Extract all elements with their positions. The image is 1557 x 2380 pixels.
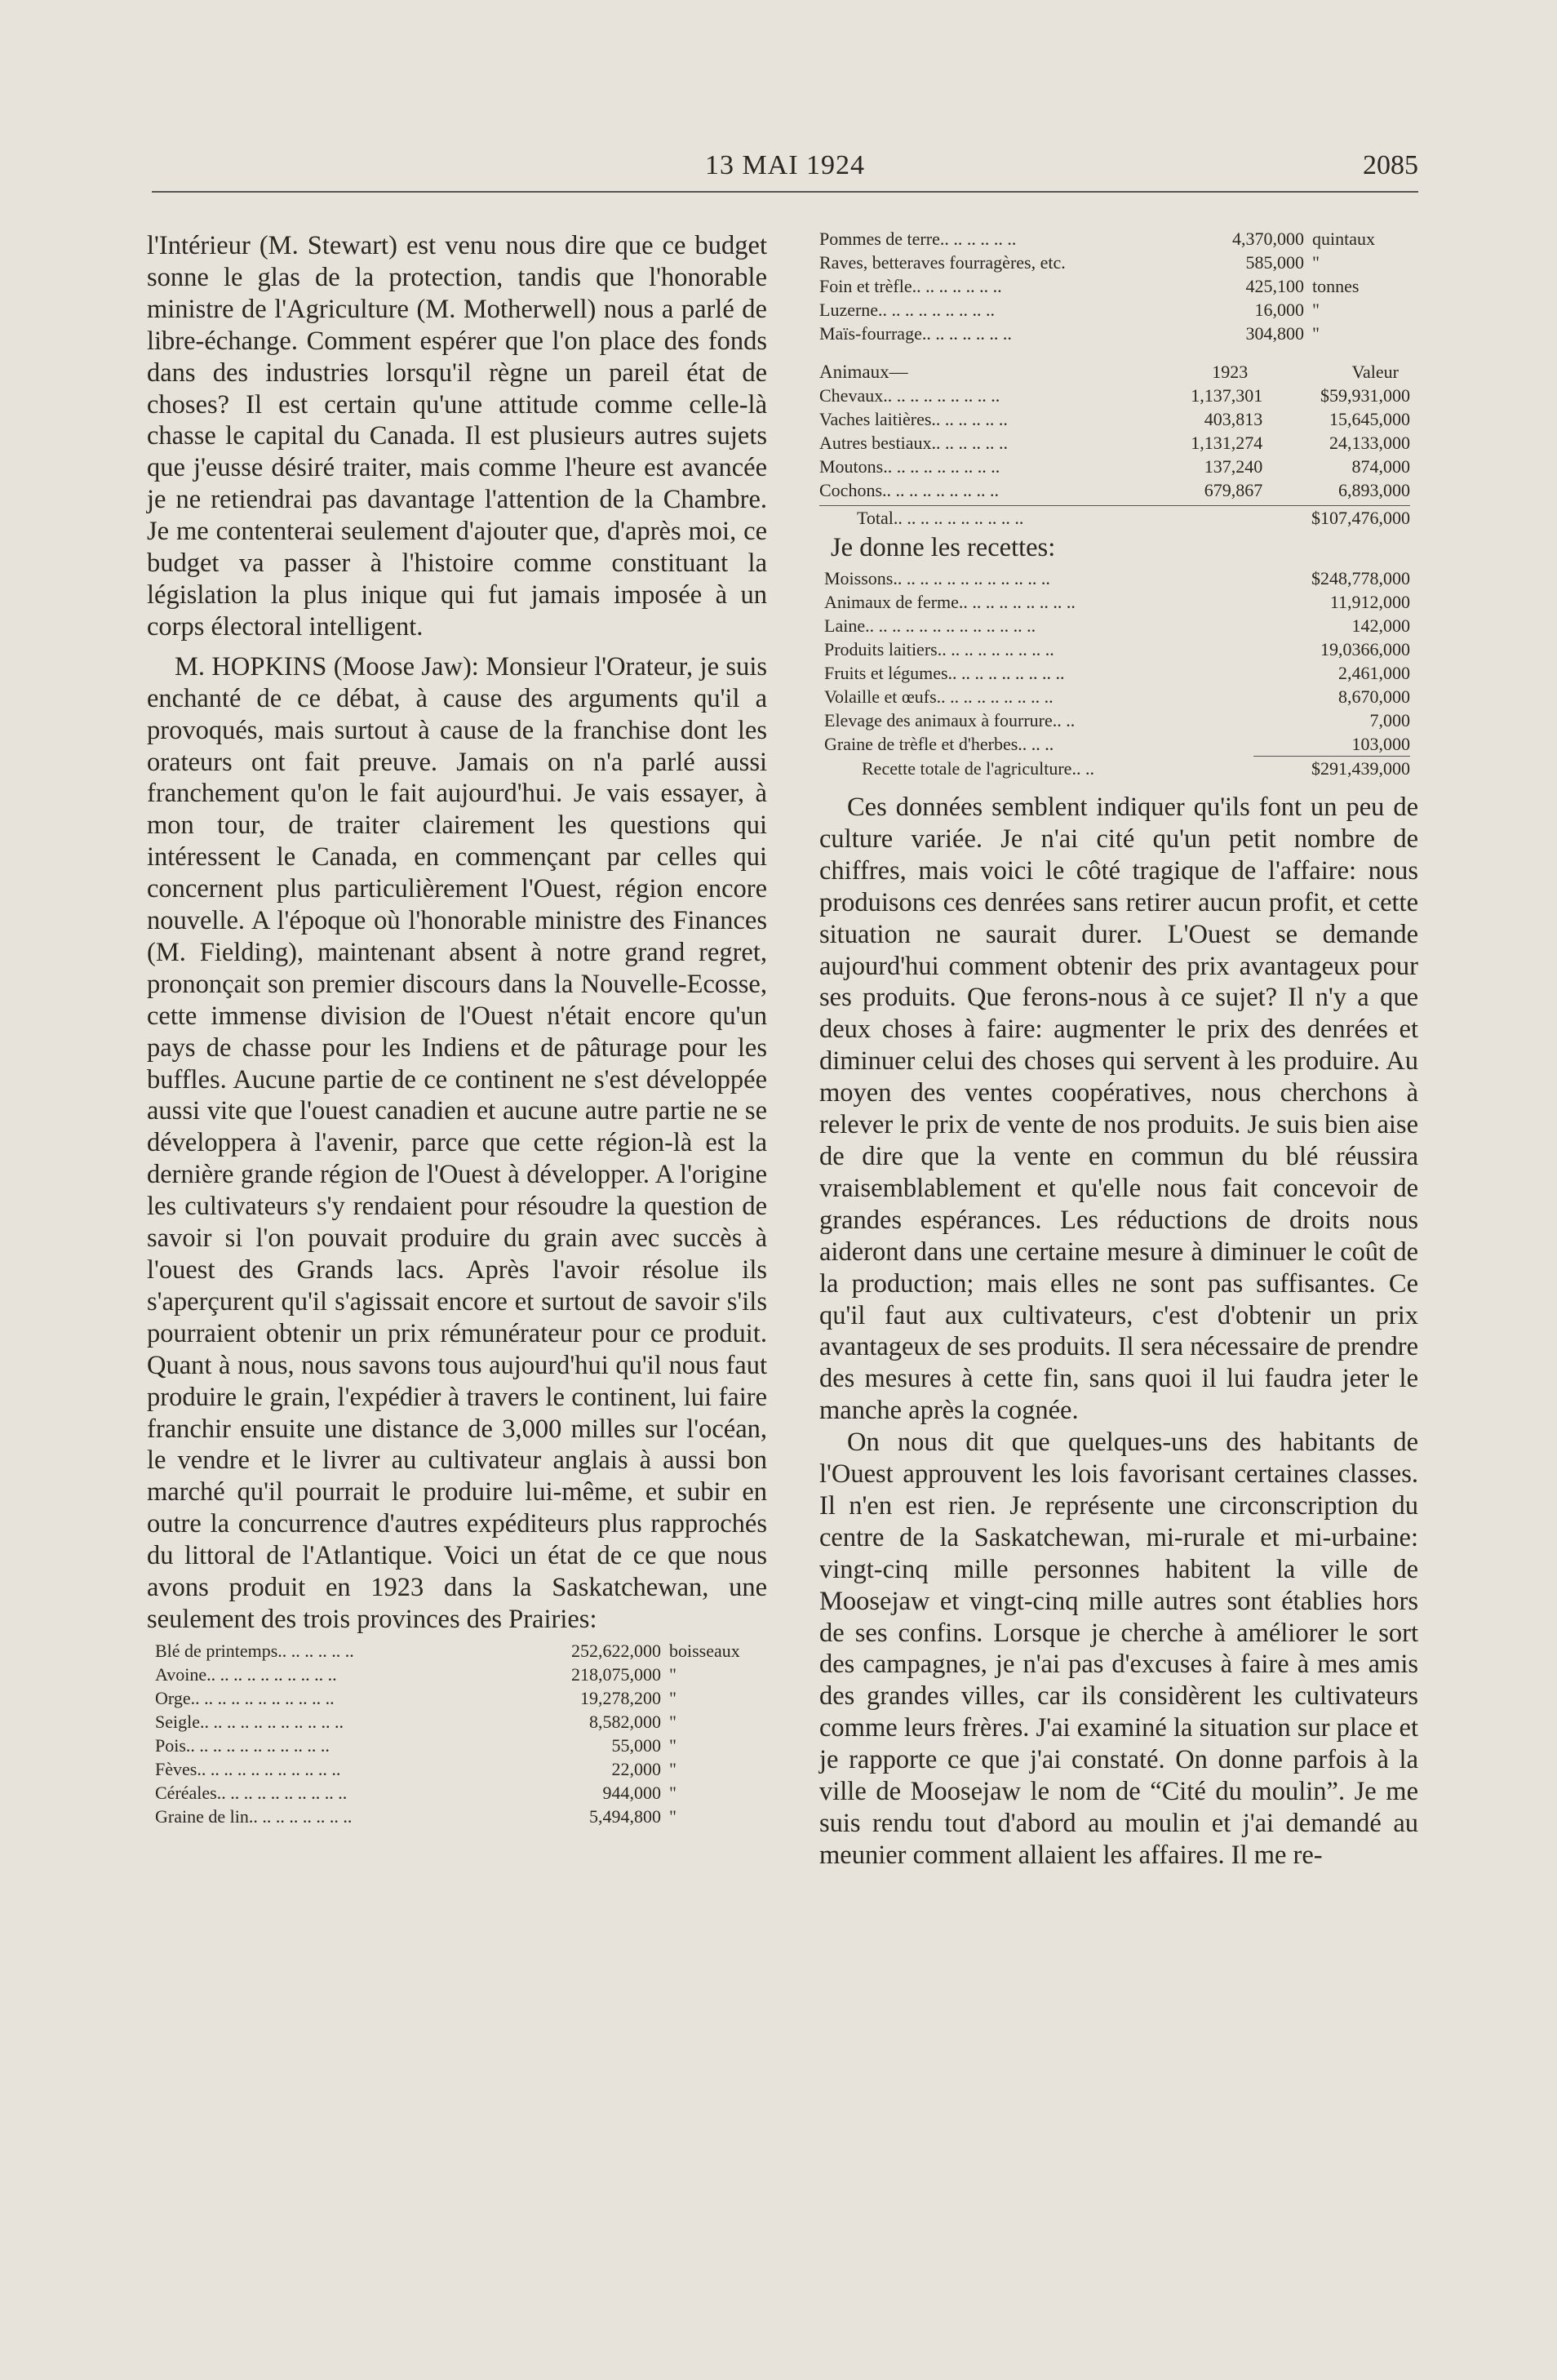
table-row: [819, 298, 1410, 322]
header-date: 13 MAI 1924: [704, 150, 866, 180]
row-count: 679,867: [1204, 480, 1263, 500]
agricultural-revenue-table: [824, 566, 1410, 756]
table-row: [155, 1781, 759, 1805]
row-value: 142,000: [1351, 615, 1410, 636]
livestock-header-label: Animaux—: [819, 362, 908, 382]
table-row: [155, 1639, 759, 1663]
table-row: [824, 732, 1410, 756]
row-value: 2,461,000: [1338, 663, 1410, 683]
right-paragraph-2: On nous dit que quelques-uns des habitants de l'Ouest approuvent les lois favorisant certaines classes. Il n'en est rien. Je représente une circonscription du centre de la Saskatchewan, mi-rurale et mi-urbaine: vingt-cinq mille personnes habitent la ville de Moosejaw et vingt-cinq mille autres sont établies hors de ses confins. Lorsque je cherche à améliorer le sort des campagnes, je n'ai pas d'excuses à faire à mes amis des grandes villes, car ils considèrent les cultivateurs comme leurs frères. J'ai examiné la situation sur place et je rapporte ce que j'ai constaté. On donne parfois à la ville de Moosejaw le nom de “Cité du moulin”. Je me suis rendu tout d'abord au moulin et j'ai demandé au meunier comment allaient les affaires. Il me re-: [819, 1428, 1418, 1870]
row-unit: ": [669, 1711, 676, 1732]
table-row: [824, 614, 1410, 637]
row-count: 403,813: [1204, 409, 1263, 429]
revenue-total-label: Recette totale de l'agriculture.. ..: [862, 757, 1094, 779]
livestock-header-year: 1923: [1212, 362, 1249, 382]
row-value: 6,893,000: [1338, 480, 1410, 500]
row-value: 425,100: [1245, 276, 1304, 296]
revenue-total-table: [824, 756, 1410, 780]
row-unit: ": [1312, 252, 1320, 273]
row-label: Maïs-fourrage.. .. .. .. .. .. ..: [819, 323, 1012, 344]
row-label: Moissons.. .. .. .. .. .. .. .. .. .. .. ..: [824, 568, 1050, 588]
table-row: [819, 384, 1410, 407]
row-unit: quintaux: [1312, 229, 1375, 249]
table-row: [824, 661, 1410, 685]
table-row: [155, 1757, 759, 1781]
table-row: [819, 455, 1410, 478]
row-label: Graine de trèfle et d'herbes.. .. ..: [824, 734, 1054, 754]
left-paragraph-2-hopkins: M. HOPKINS (Moose Jaw): Monsieur l'Orateur, je suis enchanté de ce débat, à cause des arguments qu'il a provoqués, mais surtout à cause de la franchise dont les orateurs ont fait preuve. Jamais on n'a parlé aussi franchement qu'on le fait aujourd'hui. Je vais essayer, à mon tour, de traiter clairement les questions qui intéressent le Canada, en commençant par celles qui concernent plus particulièrement l'Ouest, région encore nouvelle. A l'époque où l'honorable ministre des Finances (M. Fielding), maintenant absent à notre grand regret, prononçait son premier discours dans la Nouvelle-Ecosse, cette immense division de l'Ouest n'était encore qu'un pays de chasse pour les Indiens et de pâturage pour les buffles. Aucune partie de ce continent ne s'est développée aussi vite que l'ouest canadien et aucune autre partie ne se développera à l'avenir, parce que cette région-là est la dernière grande région de l'Ouest à développer. A l'origine les cultivateurs s'y rendaient pour résoudre la question de savoir si l'on pouvait produire du grain avec succès à l'ouest des Grands lacs. Après l'avoir résolue ils s'aperçurent qu'il s'agissait encore et surtout de savoir s'ils pourraient obtenir un prix rémunérateur pour ce produit. Quant à nous, nous savons tous aujourd'hui qu'il nous faut produire le grain, l'expédier à travers le continent, lui faire franchir ensuite une distance de 3,000 milles sur l'océan, le vendre et le livrer au cultivateur anglais à aussi bon marché qu'il pourrait le produire lui-même, et subir en outre la concurrence d'autres expéditeurs plus rapprochés du littoral de l'Atlantique. Voici un état de ce que nous avons produit en 1923 dans la Saskatchewan, une seulement des trois provinces des Prairies:: [147, 651, 767, 1634]
row-value: 22,000: [611, 1758, 661, 1779]
crops-production-table: [819, 227, 1410, 345]
row-value: $59,931,000: [1320, 385, 1410, 406]
left-paragraph-1: l'Intérieur (M. Stewart) est venu nous dire que ce budget sonne le glas de la protection, tandis que l'honorable ministre de l'Agriculture (M. Motherwell) nous a parlé de libre-échange. Comment espérer que l'on place des fonds dans des industries lorsqu'il règne un pareil état de choses? Il est certain qu'une attitude comme celle-là chasse le capital du Canada. Il est plusieurs autres sujets que j'eusse désiré traiter, mais comme l'heure est avancée je ne retiendrai pas davantage l'attention de la Chambre. Je me contenterai seulement d'ajouter que, d'après moi, ce budget va passer à l'histoire comme constituant la législation la plus inique qui fut jamais imposée à un corps électoral intelligent.: [147, 231, 767, 642]
row-label: Produits laitiers.. .. .. .. .. .. .. .. ..: [824, 639, 1054, 659]
table-row: [824, 708, 1410, 732]
row-label: Blé de printemps.. .. .. .. .. ..: [155, 1640, 354, 1661]
row-value: 304,800: [1245, 323, 1304, 344]
table-row: [155, 1663, 759, 1686]
row-unit: ": [669, 1758, 676, 1779]
running-header: [152, 149, 1418, 193]
row-label: Vaches laitières.. .. .. .. .. ..: [819, 409, 1008, 429]
row-unit: ": [1312, 323, 1320, 344]
row-unit: ": [669, 1734, 676, 1756]
row-count: 137,240: [1204, 456, 1263, 477]
row-value: 11,912,000: [1329, 592, 1410, 612]
table-row: [819, 322, 1410, 345]
livestock-header-value: Valeur: [1351, 362, 1399, 382]
table-row: [824, 590, 1410, 614]
row-unit: tonnes: [1312, 276, 1360, 296]
livestock-header-row: [819, 360, 1410, 384]
row-label: Laine.. .. .. .. .. .. .. .. .. .. .. .. ..: [824, 615, 1036, 636]
row-label: Pois.. .. .. .. .. .. .. .. .. .. ..: [155, 1734, 330, 1756]
row-label: Graine de lin.. .. .. .. .. .. .. ..: [155, 1805, 353, 1827]
row-value: 19,278,200: [580, 1687, 661, 1708]
left-column: [147, 230, 767, 1828]
table-row: [819, 227, 1410, 251]
row-value: 16,000: [1254, 300, 1304, 320]
row-label: Volaille et œufs.. .. .. .. .. .. .. .. ..: [824, 686, 1054, 707]
row-label: Seigle.. .. .. .. .. .. .. .. .. .. ..: [155, 1711, 344, 1732]
row-unit: ": [669, 1782, 676, 1803]
livestock-total-table: [819, 505, 1410, 530]
row-label: Fruits et légumes.. .. .. .. .. .. .. .. ..: [824, 663, 1065, 683]
page-number: 2085: [1363, 150, 1418, 180]
row-value: 7,000: [1369, 710, 1410, 730]
table-row: [155, 1734, 759, 1757]
row-label: Céréales.. .. .. .. .. .. .. .. .. ..: [155, 1782, 348, 1803]
row-label: Foin et trèfle.. .. .. .. .. .. ..: [819, 276, 1002, 296]
recettes-intro: Je donne les recettes:: [831, 533, 1056, 562]
livestock-total-row: [819, 506, 1410, 531]
table-row: [155, 1686, 759, 1710]
row-label: Orge.. .. .. .. .. .. .. .. .. .. ..: [155, 1687, 335, 1708]
row-value: 252,622,000: [571, 1640, 661, 1661]
row-value: 24,133,000: [1329, 433, 1410, 453]
grain-production-table: [155, 1639, 759, 1828]
row-label: Fèves.. .. .. .. .. .. .. .. .. .. ..: [155, 1758, 341, 1779]
table-row: [819, 407, 1410, 431]
livestock-table: [819, 360, 1410, 502]
livestock-total-label: Total.. .. .. .. .. .. .. .. .. ..: [819, 506, 1218, 531]
table-row: [819, 274, 1410, 298]
row-value: 55,000: [611, 1734, 661, 1756]
row-count: 1,137,301: [1191, 385, 1263, 406]
right-paragraph-1: Ces données semblent indiquer qu'ils font un peu de culture variée. Je n'ai cité qu'un petit nombre de chiffres, mais voici le côté tragique de l'affaire: nous produisons ces denrées sans retirer aucun profit, et cette situation ne saurait durer. L'Ouest se demande aujourd'hui comment obtenir des prix avantageux pour ses produits. Que ferons-nous à ce sujet? Il n'y a que deux choses à faire: augmenter le prix des denrées et diminuer celui des choses qui servent à les produire. Au moyen des ventes coopératives, nous cherchons à relever le prix de vente de nos produits. Je suis bien aise de dire que la vente en commun du blé réussira vraisemblablement et qu'elle nous fait concevoir de grandes espérances. Les réductions de droits nous aideront dans une certaine mesure à diminuer le coût de la production; mais elles ne sont pas suffisantes. Ce qu'il faut aux cultivateurs, c'est d'obtenir un prix avantageux de ses produits. Il sera nécessaire de prendre des mesures à cette fin, sans quoi il lui faudra jeter le manche après la cognée.: [819, 793, 1418, 1426]
row-unit: ": [669, 1805, 676, 1827]
right-prose: [819, 792, 1418, 1872]
row-label: Moutons.. .. .. .. .. .. .. .. ..: [819, 456, 1000, 477]
table-row: [824, 637, 1410, 661]
table-row: [155, 1710, 759, 1734]
row-unit: ": [1312, 300, 1320, 320]
row-value: 8,582,000: [589, 1711, 661, 1732]
row-value: 19,0366,000: [1320, 639, 1410, 659]
table-row: [155, 1805, 759, 1828]
row-value: 944,000: [602, 1782, 661, 1803]
row-label: Raves, betteraves fourragères, etc.: [819, 252, 1066, 273]
row-unit: ": [669, 1687, 676, 1708]
row-label: Autres bestiaux.. .. .. .. .. ..: [819, 433, 1008, 453]
row-value: 5,494,800: [589, 1805, 661, 1827]
row-value: $248,778,000: [1311, 568, 1410, 588]
row-label: Cochons.. .. .. .. .. .. .. .. ..: [819, 480, 999, 500]
row-value: 8,670,000: [1338, 686, 1410, 707]
row-value: 4,370,000: [1232, 229, 1304, 249]
row-unit: ": [669, 1663, 676, 1685]
row-label: Animaux de ferme.. .. .. .. .. .. .. .. ..: [824, 592, 1076, 612]
row-unit: boisseaux: [669, 1640, 740, 1661]
table-row: [824, 566, 1410, 590]
row-count: 1,131,274: [1191, 433, 1263, 453]
table-row: [824, 685, 1410, 708]
row-label: Luzerne.. .. .. .. .. .. .. .. ..: [819, 300, 996, 320]
table-row: [819, 431, 1410, 455]
livestock-total-value: $107,476,000: [1218, 506, 1410, 531]
row-value: 15,645,000: [1329, 409, 1410, 429]
table-row: [819, 251, 1410, 274]
row-value: 874,000: [1351, 456, 1410, 477]
revenue-total-row: [824, 757, 1410, 781]
row-label: Elevage des animaux à fourrure.. ..: [824, 710, 1076, 730]
row-value: 103,000: [1351, 734, 1410, 754]
right-column: [819, 230, 1418, 1872]
row-label: Pommes de terre.. .. .. .. .. ..: [819, 229, 1017, 249]
row-label: Chevaux.. .. .. .. .. .. .. .. ..: [819, 385, 1000, 406]
revenue-total-value: $291,439,000: [1253, 757, 1410, 781]
row-value: 585,000: [1245, 252, 1304, 273]
table-row: [819, 478, 1410, 502]
row-value: 218,075,000: [571, 1663, 661, 1685]
row-label: Avoine.. .. .. .. .. .. .. .. .. ..: [155, 1663, 337, 1685]
